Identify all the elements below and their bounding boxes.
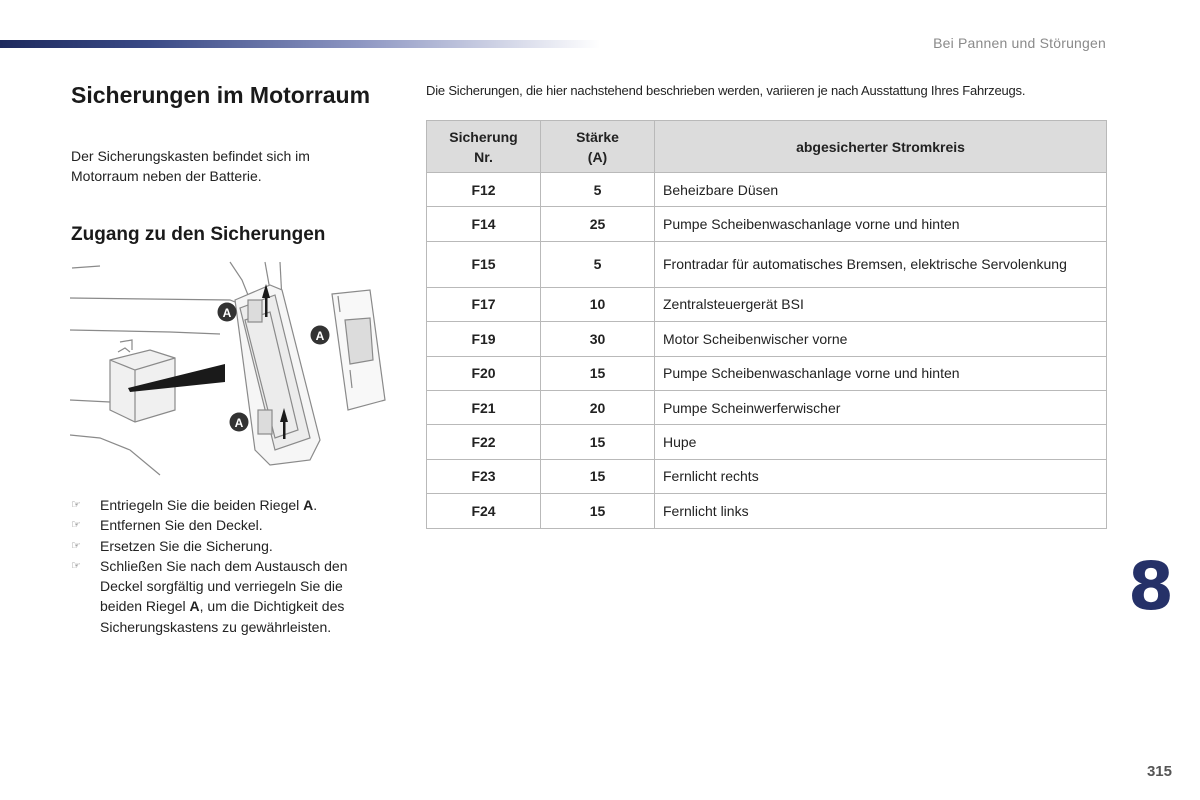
table-header-row [427, 121, 1107, 173]
list-item: ☞ Entfernen Sie den Deckel. [71, 515, 381, 535]
hand-pointer-icon: ☞ [71, 539, 81, 552]
svg-text:A: A [222, 306, 232, 320]
hand-pointer-icon: ☞ [71, 499, 81, 511]
table-row: F24 15 Fernlicht links [427, 494, 1107, 528]
table-row: F21 20 Pumpe Scheinwerferwischer [427, 390, 1107, 424]
list-item: ☞ Schließen Sie nach dem Austausch den Deckel sorgfältig und verriegeln Sie die beiden Riegel A, um die Dichtigkeit des Sicherungskastens zu gewährleisten. [71, 557, 348, 635]
header-accent-bar [0, 40, 600, 48]
fuse-box-illustration [70, 260, 390, 485]
table-row: F12 5 Beheizbare Düsen [427, 173, 1107, 207]
callout-a-icon [218, 303, 237, 322]
table-row: F14 25 Pumpe Scheibenwaschanlage vorne und hinten [427, 207, 1107, 241]
list-item: ☞ Entriegeln Sie die beiden Riegel A. [71, 495, 381, 515]
subsection-title: Zugang zu den Sicherungen [71, 224, 326, 245]
section-title: Sicherungen im Motorraum [71, 82, 371, 108]
header-fuse-number: Sicherung Nr. [427, 121, 541, 173]
table-row: F19 30 Motor Scheibenwischer vorne [427, 322, 1107, 356]
instruction-steps [71, 495, 381, 637]
table-row: F20 15 Pumpe Scheibenwaschanlage vorne und hinten [427, 356, 1107, 390]
callout-a-icon [311, 326, 330, 345]
table-row: F17 10 Zentralsteuergerät BSI [427, 287, 1107, 321]
chapter-title: Bei Pannen und Störungen [933, 35, 1106, 51]
intro-text: Der Sicherungskasten befindet sich im Motorraum neben der Batterie. [71, 148, 310, 184]
list-item: ☞ Ersetzen Sie die Sicherung. [71, 536, 381, 556]
hand-pointer-icon: ☞ [71, 559, 81, 572]
table-row: F22 15 Hupe [427, 425, 1107, 459]
header-amperage: Stärke (A) [541, 121, 655, 173]
header-circuit: abgesicherter Stromkreis [655, 121, 1107, 173]
table-row: F23 15 Fernlicht rechts [427, 459, 1107, 493]
fuse-table [426, 120, 1107, 529]
svg-text:A: A [315, 329, 325, 343]
table-row: F15 5 Frontradar für automatisches Bremsen, elektrische Servolenkung [427, 241, 1107, 287]
callout-a-icon [230, 413, 249, 432]
table-note: Die Sicherungen, die hier nachstehend beschrieben werden, variieren je nach Ausstattung Ihres Fahrzeugs. [426, 83, 1026, 98]
svg-text:A: A [234, 416, 244, 430]
hand-pointer-icon: ☞ [71, 519, 81, 532]
page-number: 315 [1146, 763, 1172, 780]
chapter-number: 8 [1128, 548, 1174, 625]
